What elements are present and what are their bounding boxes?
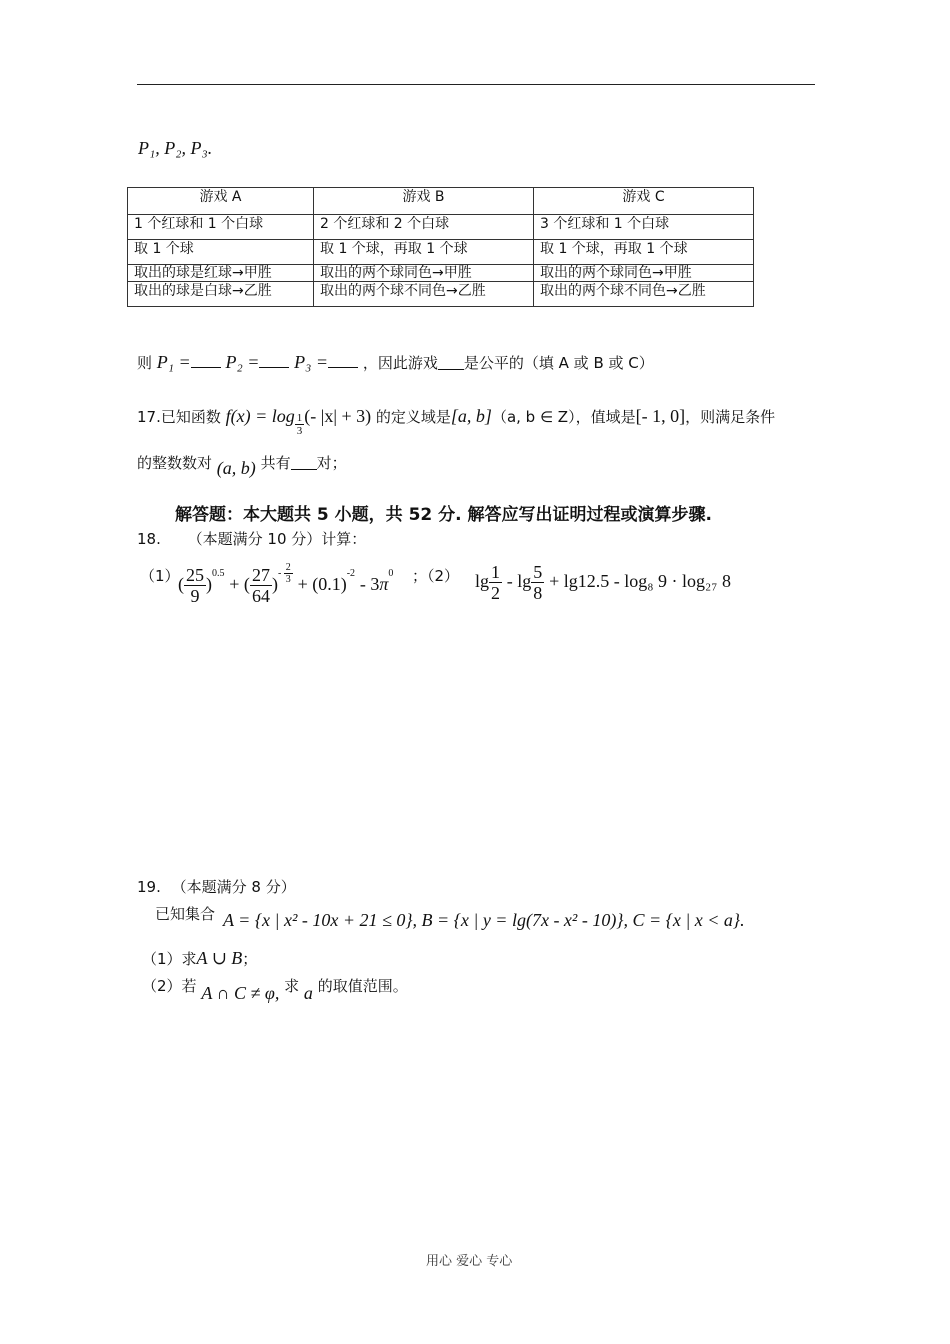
probability-list: P₁, P₂, P₃. bbox=[138, 138, 213, 158]
header-rule bbox=[137, 84, 815, 85]
q17-line2-b: 共有 bbox=[260, 454, 291, 472]
q19-part2-mid: 求 bbox=[284, 977, 300, 995]
q17-pair: (a, b) bbox=[216, 458, 256, 478]
q19-part1 bbox=[142, 948, 257, 969]
q16-p1: P₁ = bbox=[156, 352, 191, 372]
table-cell: 1 个红球和 1 个白球 bbox=[128, 215, 314, 240]
table-cell: 取出的两个球不同色→乙胜 bbox=[314, 282, 534, 307]
q18-expression-1: ( $\frac{25}{9}$ )$^{0.5}$ + ( $\frac{27}{64}$ )- $\frac{2}{3}$ + $(0.1)^{-2} - 3\pi^0$ bbox=[178, 562, 394, 606]
fraction-5-8: $\frac{5}{8}$ bbox=[533, 562, 543, 603]
table-row bbox=[128, 240, 754, 265]
table-header-cell: 游戏 B bbox=[314, 188, 534, 215]
q18-part1-label: （1） bbox=[140, 567, 180, 585]
q17-line-1 bbox=[137, 406, 775, 437]
table-cell: 取出的两个球同色→甲胜 bbox=[314, 265, 534, 282]
q17-blank bbox=[291, 469, 317, 470]
q16-line bbox=[137, 352, 654, 373]
table-header-cell: 游戏 C bbox=[534, 188, 754, 215]
fraction-25-9: $\frac{25}{9}$ bbox=[186, 564, 204, 606]
q17-line-2 bbox=[137, 452, 347, 478]
table-cell: 取 1 个球 bbox=[128, 240, 314, 265]
table-header-cell: 游戏 A bbox=[128, 188, 314, 215]
q16-p2: P₂ = bbox=[225, 352, 260, 372]
table-cell: 取出的两个球同色→甲胜 bbox=[534, 265, 754, 282]
q18-header bbox=[137, 528, 366, 549]
q17-log-base bbox=[295, 413, 305, 437]
section-heading: 解答题：本大题共 5 小题，共 52 分. 解答应写出证明过程或演算步骤. bbox=[175, 505, 712, 525]
q17-number: 17.已知函数 bbox=[137, 408, 221, 426]
q16-tail: 是公平的（填 A 或 B 或 C） bbox=[463, 354, 654, 372]
table-cell: 取出的球是白球→乙胜 bbox=[128, 282, 314, 307]
q16-blank-3 bbox=[328, 365, 358, 368]
table-row bbox=[128, 265, 754, 282]
q16-prefix: 则 bbox=[137, 354, 153, 372]
q19-header bbox=[137, 876, 296, 897]
q17-tail: ，则满足条件 bbox=[685, 408, 776, 426]
table-cell: 取 1 个球，再取 1 个球 bbox=[534, 240, 754, 265]
q16-blank-4 bbox=[438, 369, 464, 370]
q16-mid: ，因此游戏 bbox=[362, 354, 438, 372]
q18-expression-2: lg $\frac{1}{2}$ - lg $\frac{5}{8}$ + lg12.5 - log₈ 9 · log₂₇ 8 bbox=[475, 562, 732, 603]
q18-part2-label: ；（2） bbox=[412, 567, 460, 585]
q18-note: （本题满分 10 分）计算： bbox=[187, 530, 367, 548]
table-row bbox=[128, 282, 754, 307]
q19-part1-expr: A ∪ B bbox=[196, 948, 243, 968]
q16-blank-2 bbox=[259, 365, 289, 368]
q18-number: 18. bbox=[137, 530, 161, 548]
table-cell: 2 个红球和 2 个白球 bbox=[314, 215, 534, 240]
table-cell: 取 1 个球，再取 1 个球 bbox=[314, 240, 534, 265]
q19-part2 bbox=[142, 975, 408, 1003]
q19-part2-var: a bbox=[303, 983, 313, 1003]
q17-argument: (- |x| + 3) bbox=[304, 406, 372, 426]
q19-part1-end: ； bbox=[242, 950, 258, 968]
table-cell: 取出的两个球不同色→乙胜 bbox=[534, 282, 754, 307]
page-footer: 用心 爱心 专心 bbox=[426, 1254, 513, 1269]
table-row bbox=[128, 215, 754, 240]
q19-note: （本题满分 8 分） bbox=[171, 878, 296, 896]
q17-range: [- 1, 0] bbox=[635, 406, 686, 426]
q16-blank-1 bbox=[191, 365, 221, 368]
fraction-1-2: $\frac{1}{2}$ bbox=[491, 562, 501, 603]
q19-sets: A = {x | x² - 10x + 21 ≤ 0}, B = {x | y = lg(7x - x² - 10)}, C = {x | x < a}. bbox=[223, 910, 745, 930]
q19-number: 19. bbox=[137, 878, 161, 896]
q18-expression-2-tail: + lg12.5 - log₈ 9 · log₂₇ 8 bbox=[549, 571, 732, 591]
table-cell: 3 个红球和 1 个白球 bbox=[534, 215, 754, 240]
game-table bbox=[127, 187, 754, 307]
q17-base-den: 3 bbox=[296, 425, 303, 437]
q17-condition: （a, b ∈ Z），值域是 bbox=[491, 408, 636, 426]
q19-given: 已知集合 bbox=[155, 905, 216, 923]
q17-line2-c: 对； bbox=[316, 454, 347, 472]
q19-part2-end: 的取值范围。 bbox=[317, 977, 408, 995]
q17-function: f(x) = log bbox=[225, 406, 295, 426]
q17-domain-text: 的定义域是 bbox=[375, 408, 451, 426]
q19-part2-expr: A ∩ C ≠ φ, bbox=[201, 983, 280, 1003]
q19-part2-label: （2）若 bbox=[142, 977, 197, 995]
fraction-27-64: $\frac{27}{64}$ bbox=[251, 564, 270, 606]
q17-line2-a: 的整数数对 bbox=[137, 454, 213, 472]
table-cell: 取出的球是红球→甲胜 bbox=[128, 265, 314, 282]
q16-p3: P₃ = bbox=[294, 352, 329, 372]
q17-domain: [a, b] bbox=[450, 406, 492, 426]
q19-part1-label: （1）求 bbox=[142, 950, 197, 968]
table-header-row bbox=[128, 188, 754, 215]
q17-base-num: 1 bbox=[296, 412, 303, 424]
